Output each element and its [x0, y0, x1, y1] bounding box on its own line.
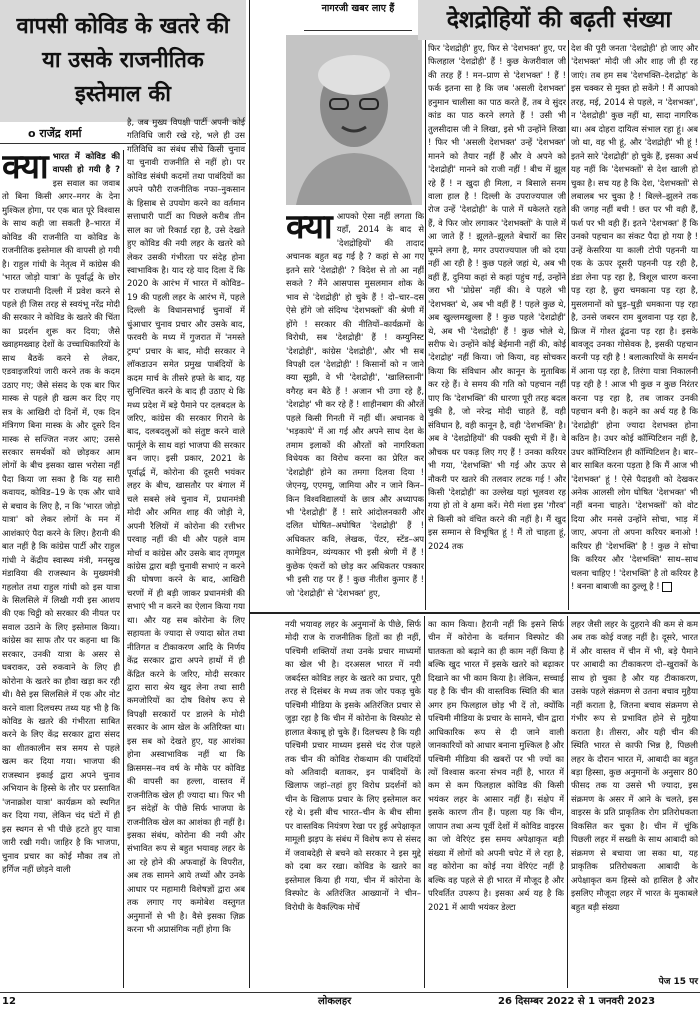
- article1-col1-text: इस सवाल का जवाब तो बिना किसी अगर–मगर के देना मुश्किल होगा, पर एक बात पूरे विश्वास के साथ कही जा सकती है–भारत में कोविड की राजनीति या कोविड के राजनीतिक इस्तेमाल की वापसी हो गयी है। राहुल गांधी के नेतृत्व में कांग्रेस की 'भारत जोड़ो यात्रा' के पूर्वार्द्ध के छोर पर राजधानी दिल्ली में प्रवेश करने से पहले ही जिस तरह से स्वयंभू नरेंद्र मोदी की सरकार ने कोविड के खतरे की चिंता का प्रदर्शन शुरू कर दिया; जैसे ख्वाहमख्वाह देशों के उच्चाधिकारियों के साथ बैठकें करने से लेकर, एडवाइजरियां जारी करने तक के कदम उठाए गए; जैसे संसद के एक बार फिर मास्क से पहले ही खत्म कर दिए गए सत्र के आखिरी दो दिनों में, एक दिन मंत्रिगण बिना मास्क के और दूसरे दिन मास्क से सज्जित नजर आए; उससे सरकार समर्थकों को छोड़कर आम लोगों के बीच इसका खास भरोसा नहीं पैदा किया जा सका है कि यह सारी कवायद, कोविड–19 के एक और धावे से बचाव के लिए है, न कि 'भारत जोड़ो यात्रा' को लेकर लोगों के मन में आशंकाएं पैदा करने के लिए। हैरानी की बात नहीं है कि कांग्रेस पार्टी और राहुल गांधी ने केंद्रीय स्वास्थ्य मंत्री, मनसुख मंडाविया की राजस्थान के मुख्यमंत्री गहलोत तथा राहुल गांधी को इस यात्रा के सिलसिले में लिखी गयी इस आशय की एक चिट्ठी को सरकार की नीयत पर सवाल उठाने के लिए इस्तेमाल किया। कांग्रेस का साफ तौर पर कहना था कि सरकार, उनकी यात्रा के असर से घबराकर, उसे रुकवाने के लिए ही कोरोना के खतरे का हौवा खड़ा कर रही थी। वैसे इस सिलसिले में एक और नोट करने वाला दिलचस्प तथ्य यह भी है कि कोविड के खतरे की गंभीरता साबित करने के लिए केंद्र सरकार द्वारा संसद का शीतकालीन सत्र समय से पहले खत्म कर दिया गया। भाजपा की राजस्थान इकाई द्वारा अपने चुनाव अभियान के हिस्से के तौर पर प्रस्तावित 'जनाक्रोश यात्रा' कार्यक्रम को स्थगित कर दिया गया, लेकिन चंद घंटों में ही इस स्थगन से भी पीछे हटते हुए यात्रा जारी रखी गयी। जाहिर है कि भाजपा, चुनाव प्रचार का कोई मौका तब तो हर्गिज नहीं छोड़ने वाली: [2, 177, 120, 875]
- column-divider: [567, 616, 568, 988]
- article2-col1-text: आपको ऐसा नहीं लगता कि यहाँ, 2014 के बाद से 'देशद्रोहियों' की तादाद अचानक बहुत बढ़ गई है ? कहां से आ गए इतने सारे 'देशद्रोही' ? विदेश से तो आ नहीं सकते ? मैंने आसपास मुसलमान शोक के भाव से 'देशद्रोही' हो चुके हैं ! दो–चार–दस ऐसे होंगे जो संदिग्ध 'देशभक्तों' की श्रेणी में होंगे ! सरकार की नीतियों–कार्यक्रमों के विरोधी, सब 'देशद्रोही' हैं ! कम्युनिस्ट 'देशद्रोही', कांग्रेस 'देशद्रोही', और भी सब विपक्षी दल 'देशद्रोही' ! किसानों को न जाने क्या सूझी, वे भी 'देशद्रोही', 'खालिस्तानी' वगैरह बन बैठे हैं ! अजान भी उगा रहे हैं, 'देशद्रोह' भी कर रहे हैं ! शाहीनबाग की औरतें पहले किसी गिनती में नहीं थीं। अचानक वे 'भड़काये' में आ गई और अपने साथ देश के तमाम इलाकों की औरतों को नागरिकता विधेयक का विरोध करना का प्रेरित कर 'देशद्रोही' होने का तमगा दिलवा दिया ! जेएनयू, एएमयू, जामिया और न जाने किन–किन विश्वविद्यालयों के छात्र और अध्यापक भी 'देशद्रोही' हैं ! सारे आंदोलनकारी और दलित घोषित–अघोषित 'देशद्रोही' हैं ! अधिकतर कवि, लेखक, पेंटर, स्टेंड–अप कामेडियन, व्यंग्यकार भी इसी श्रेणी में हैं ! कुछेक एंकरों को छोड़ कर अधिकतर पत्रकार भी इसी राह पर हैं ! कुछ नीतीश कुमार हैं ! जो 'देशद्रोही' से 'देशभक्त' हुए,: [286, 211, 424, 598]
- article2-column-2: [428, 42, 566, 608]
- issue-date: 26 दिसम्बर 2022 से 1 जनवरी 2023: [498, 996, 656, 1007]
- column-divider: [424, 616, 425, 988]
- article2-dropcap: क्या: [286, 210, 333, 247]
- column-divider: [425, 40, 426, 610]
- sidebar-kicker: नागरजी खबर लाए हैं: [304, 0, 412, 31]
- article1-column-2: [127, 116, 245, 988]
- article2-col3-text: देश की पूरी जनता 'देशद्रोही' हो जाए और 'देशभक्त' मोदी जी और शाह जी ही रह जाएं। तब हम सब 'देशभक्ति–देशद्रोह' के इस चक्कर से मुक्त हो सकेंगे ! मैं आपको तरह, मई, 2014 से पहले, न 'देशभक्त', न 'देशद्रोही' कुछ नहीं था, सादा नागरिक था। अब दोहरा दायित्व संभाल रहा हूं। अब जो था, वह भी हूं, और 'देशद्रोही' भी हूं ! इतने सारे 'देशद्रोही' हो चुके हैं, इसका अर्थ यह नहीं कि 'देशभक्तों' से देश खाली हो चुका है। सच यह है कि देश, 'देशभक्तों' से लबालब भर चुका है ! बिल्ले–झुलने तक की जगह नहीं बची ! छत पर भी वही हैं, फर्श पर भी वही हैं। इतने 'देशभक्त' हैं कि उनको पहचान का संकट पैदा हो गया है ! उन्हें केसरिया या काली टोपी पहननी या एक के ऊपर दूसरी पहननी पड़ रही है, डंडा लेना पड़ रहा है, त्रिशूल धारण करना पड़ रहा है, छुरा चमकाना पड़ रहा है, मुसलमानों को घुड़–घुड़ी धमकाना पड़ रहा है, उनसे जबरन राम बुलवाना पड़ रहा है, फ्रिज में गोश्त ढूंढना पड़ रहा है। इसके बावजूद उनका गोसेवक है, इसकी पहचान करनी पड़ रही है ! बलात्कारियों के समर्थन में आना पड़ रहा है, तिरंगा यात्रा निकालनी पड़ रही है ! आज भी कुछ न कुछ निरंतर करना पड़ रहा है, तब जाकर उनकी पहचान बनी है। कहने का अर्थ यह है कि 'देशद्रोही' होना ज्यादा देशभक्त होना कठिन है। उधर कोई कॉम्पिटिशन नहीं है, उधर कॉम्पिटिशन ही कॉम्पिटिशन है। बार–बार साबित करना पड़ता है कि मैं आज भी 'देशभक्त' हूं ! ऐसे पैदाइशी को देखकर अनेक आलसी लोग घोषित 'देशभक्त' भी नहीं बनना चाहते। 'देशभक्तों' को वोट दिया और मनसे उन्होंने सोचा, भाड़ में जाए, अपना तो अपना करियर बनाओ ! करियर ही 'देशभक्ति' है ! कुछ ने सोचा कि करियर और 'देशभक्ति' साथ–साथ चलना चाहिए ! 'देशभक्ति' है तो करियर है ! बनना बाबाजी का ठुल्लू है !: [571, 43, 698, 592]
- article1-byline: ο राजेंद्र शर्मा: [0, 124, 246, 144]
- article1-col2-text: है, जब मुख्य विपक्षी पार्टी अपनी कोई गतिविधि जारी रखे रहे, भले ही उस गतिविधि का संबंध सीधे किसी चुनाव या चुनावी राजनीति से नहीं हो। पर कोविड संबंधी कदमों तथा पाबंदियों का अपने फौरी राजनीतिक नफा–नुकसान के हिसाब से उपयोग करने का वर्तमान सत्ताधारी पार्टी का पिछले करीब तीन साल का जो रिकार्ड रहा है, उसे देखते हुए कोविड की नयी लहर के खतरे को लेकर उसकी गंभीरता पर संदेह होना स्वाभाविक है। याद रहे याद दिला दें कि 2020 के आरंभ में भारत में कोविड–19 की पहली लहर के आरंभ में, पहले दिल्ली के विधानसभाई चुनावों में धुंआधार चुनाव प्रचार और उसके बाद, फरवरी के मध्य में गुजरात में 'नमस्ते ट्रम्प' प्रचार के बाद, मोदी सरकार ने लॉकडाउन समेत प्रमुख पाबंदियों के कदम मार्च के तीसरे हफ्ते के बाद, यह सुनिश्चित करने के बाद ही उठाए थे कि मध्य प्रदेश में बड़े पैमाने पर दलबदल के जरिए, कांग्रेस की सरकार गिराने के बाद, दलबदलुओं को संतुष्ट करने वाले फार्मूले के साथ वहां भाजपा की सरकार बन जाए। इसी प्रकार, 2021 के पूर्वार्द्ध में, कोरोना की दूसरी भयंकर लहर के बीच, खासतौर पर बंगाल में चले सबसे लंबे चुनाव में, प्रधानमंत्री मोदी और अमित शाह की जोड़ी ने, अपनी रैलियों में कोरोना की रत्तीभर परवाह नहीं की थी और पहले वाम मोर्चा व कांग्रेस और उसके बाद तृणमूल कांग्रेस द्वारा बड़ी चुनावी सभाएं न करने की घोषणा करने के बाद, आखिरी चरणों में ही बड़ी जाकर प्रधानमंत्री की सभाएं भी न करने का ऐलान किया गया था। और यह सब कोरोना के लिए सहायता के ज्यादा से ज्यादा स्रोत तथा नीतिगत व टीकाकरण आदि के निर्णय केंद्र सरकार द्वारा अपने हाथों में ही केंद्रित करने के जरिए, मोदी सरकार द्वारा सारा श्रेय खुद लेना तथा सारी कमजोरियों का दोष विशेष रूप से विपक्षी सरकारों पर डालने के मोदी सरकार के आम खेल के अतिरिक्त था। इस सब को देखते हुए, यह आशंका होना अस्वाभाविक नहीं था कि क्रिसमस–नव वर्ष के मौके पर कोविड की वापसी का हल्ला, वास्तव में राजनीतिक खेल ही ज्यादा था। फिर भी इन संदेहों के पीछे सिर्फ भाजपा के राजनीतिक खेल का आशंका ही नहीं है। इसका संबंध, कोरोना की नयी और संभावित रूप से बहुत भयावह लहर के आ रहे होने की अफवाहों के विपरीत, अब तक सामने आये तथ्यों और उनके आधार पर महामारी विशेषज्ञों द्वारा अब तक लगाए गए कमोबेश वस्तुगत अनुमानों से भी है। वैसे इसका ज़िक्र करना भी अप्रासंगिक नहीं होगा कि: [127, 117, 245, 935]
- article1-column-1: [2, 150, 120, 988]
- article1-col3-text: नयी भयावह लहर के अनुमानों के पीछे, सिर्फ मोदी राज के राजनीतिक हितों का ही नहीं, पश्चिमी शक्तियों तथा उनके प्रचार माध्यमों का खेल भी है। दरअसल भारत में नयी जबर्दस्त कोविड लहर के खतरे का प्रचार, पूरी तरह से दिसंबर के मध्य तक जोर पकड़ चुके पश्चिमी मीडिया के इसके अतिरंजित प्रचार से जुड़ा रहा है कि चीन में कोरोना के विस्फोट से हालात बेकाबू हो चुके हैं। दिलचस्प है कि यही पश्चिमी प्रचार माध्यम इससे चंद रोज पहले तक चीन की कोविड रोकथाम की पाबंदियों को अतिवादी बताकर, इन पाबंदियों के खिलाफ जहां–तहां हुए विरोध प्रदर्शनों को चीन के खिलाफ प्रचार के लिए इस्तेमाल कर रहे थे। इसी बीच भारत–चीन के बीच सीमा पर वास्तविक नियंत्रण रेखा पर हुई अपेक्षाकृत मामूली झड़प के संबंध में विशेष रूप से संसद में जवाबदेही से बचने को सरकार ने इस मुद्दे को दबा कर रखा। कोविड के खतरे का इस्तेमाल किया ही गया, चीन में कोरोना के विस्फोट के अतिरंजित आख्यानों ने चीन–विरोधी के वैकल्पिक मोर्चे: [285, 619, 421, 912]
- portrait-photo: [286, 35, 422, 205]
- article1-column-4: [428, 618, 564, 988]
- continued-on-page: पेज 15 पर: [658, 977, 698, 987]
- article1-col4-text: का काम किया। हैरानी नहीं कि इसने सिर्फ चीन में कोरोना के वर्तमान विस्फोट की घातकता को बढ़ाने का ही काम नहीं किया है बल्कि खुद भारत में इसके खतरे को बढ़ाकर दिखाने का भी काम किया है। लेकिन, सच्चाई यह है कि चीन की वास्तविक स्थिति की बात अगर हम फिलहाल छोड़ भी दें तो, क्योंकि पश्चिमी मीडिया के प्रचार के सामने, चीन द्वारा आधिकारिक रूप से दी जाने वाली जानकारियों को आधार बनाना मुश्किल है और पश्चिमी मीडिया की खबरों पर भी ज्यों का त्यों विश्वास करना संभव नहीं है, भारत में कम से कम फिलहाल कोविड की किसी भयंकर लहर के आसार नहीं हैं। संक्षेप में इसके कारण तीन हैं। पहला यह कि चीन, जापान तथा अन्य पूर्वी देशों में कोविड वाइरस का जो वेरिएंट इस समय अपेक्षाकृत बड़ी संख्या में लोगों को अपनी चपेट में ले रहा है, वह कोरोना का कोई नया वेरिएंट नहीं है बल्कि वह पहले से ही भारत में मौजूद है और परिवर्तित उपरूप है। इसका अर्थ यह है कि 2021 में आयी भयंकर डेल्टा: [428, 619, 564, 912]
- article1-column-5: [571, 618, 698, 976]
- article1-column-3: [285, 618, 421, 988]
- column-divider: [568, 40, 569, 610]
- article2-column-1: [286, 210, 424, 608]
- article2-column-3: [571, 42, 698, 608]
- article2-col2-text: फिर 'देशद्रोही' हुए, फिर से 'देशभक्त' हुए, पर फिलहाल 'देशद्रोही' हैं ! कुछ केजरीवाल जी की तरह हैं ! मन–प्राण से 'देशभक्त' ! हैं ! फर्क इतना सा है कि जब 'असली देशभक्त' हनुमान चालीसा का पाठ करते हैं, तब वे सुंदर कांड का पाठ करने लगते हैं ! उसी भी तुलसीदास जी ने लिखा, इसे भी उन्होंने लिखा ! फिर भी 'असली देशभक्त' उन्हें 'देशभक्त' मानने को तैयार नहीं हैं और वे अपने को 'देशद्रोही' मानने को राजी नहीं ! बीच में झूल रहे हैं ! न खुदा ही मिला, न बिसाले सनम वाला हाल है ! दिल्ली के उपराज्यपाल जी रोज उन्हें 'देशद्रोही' के पाले में धकेलते रहते हैं, वे फिर जोर लगाकर 'देशभक्तों' के पाले में आ जाते हैं ! झूलते–झूलते बेचारों का सिर घूमने लगा है, मगर उपराज्यपाल जी को दया नहीं आ रही है ! कुछ पहले जहां थे, अब भी वहीं हैं, दुनिया कहां से कहां पहुंच गई, उन्होंने जरा भी 'प्रोग्रेस' नहीं की। वे पहले भी 'देशभक्त' थे, अब भी वहीं हैं ! पहले कुछ थे, अब खुल्लमखुल्ला हैं ! कुछ पहले 'देशद्रोही' थे, अब भी 'देशद्रोही' हैं ! कुछ भोले थे, सरीफ थे। उन्होंने कोई बेईमानी नहीं की, कोई 'देशद्रोह' नहीं किया। जो किया, वह सोचकर किया कि संविधान और कानून के मुताबिक कर रहे हैं। वे समय की गति को पहचान नहीं पाए कि 'देशभक्ति' की धारणा पूरी तरह बदल चुकी है, जो नरेन्द्र मोदी चाहते हैं, वही संविधान है, वही कानून है, वही 'देशभक्ति' है। अब वे 'देशद्रोहियों' की पक्की सूची में हैं। वे औचक धर पकड़ लिए गए हैं ! उनका करियर भी गया, 'देशभक्ति' भी गई और ऊपर से नौकरी पर खतरे की तलवार लटक गई ! और किसी 'देशद्रोही' का उल्लेख यहां भूलवश रह गया हो तो वे क्षमा करें। मेरी मंशा इस 'गौरव' से किसी को वंचित करने की नहीं है। मैं खुद इस सम्मान से विभूषित हूं ! मैं तो चाहता हूं, 2024 तक: [428, 43, 566, 551]
- end-square-icon: [662, 582, 672, 592]
- portrait-illustration: [286, 35, 422, 205]
- column-divider: [123, 150, 124, 988]
- article1-col5-text: लहर जैसी लहर के दुहराने की कम से कम अब तक कोई वजह नहीं है। दूसरे, भारत में और वास्तव में चीन में भी, बड़े पैमाने पर आबादी का टीकाकरण दो–खुराकों के साथ हो चुका है और यह टीकाकरण, उसके पहले संक्रमण से उतना बचाव मुहैया नहीं कराता है, जितना बचाव संक्रमण से गंभीर रूप से प्रभावित होने से मुहैया कराता है। तीसरा, और यही चीन की स्थिति भारत से काफी भिन्न है, पिछली लहर के दौरान भारत में, आबादी का बहुत बड़ा हिस्सा, कुछ अनुमानों के अनुसार 80 फीसद तक या उससे भी ज्यादा, इस संक्रमण के असर में आने के चलते, इस वाइरस के प्रति प्राकृतिक रोग प्रतिरोधकता विकसित कर चुका है। चीन में चूंकि पिछली लहर में सख्ती के साथ आबादी को संक्रमण से बचाया जा सका था, यह प्राकृतिक प्रतिरोधकता आबादी के अपेक्षाकृत कम हिस्से को हासिल है और इसलिए मौजूदा लहर में भारत के मुकाबले बहुत बड़ी संख्या: [571, 619, 698, 912]
- page-footer: [0, 992, 700, 1013]
- article1-dropcap: क्या: [2, 150, 49, 187]
- publication-name: लोकलहर: [318, 996, 352, 1007]
- article1-lead: भारत में कोविड की वापसी हो गयी है ?: [52, 151, 120, 175]
- column-divider: [249, 0, 250, 988]
- article2-headline: देशद्रोहियों की बढ़ती संख्या: [418, 0, 700, 40]
- page-number: 12: [2, 996, 16, 1007]
- article1-headline: वापसी कोविड के खतरे की या उसके राजनीतिक इस्तेमाल की: [0, 0, 246, 122]
- section-divider: [250, 612, 700, 614]
